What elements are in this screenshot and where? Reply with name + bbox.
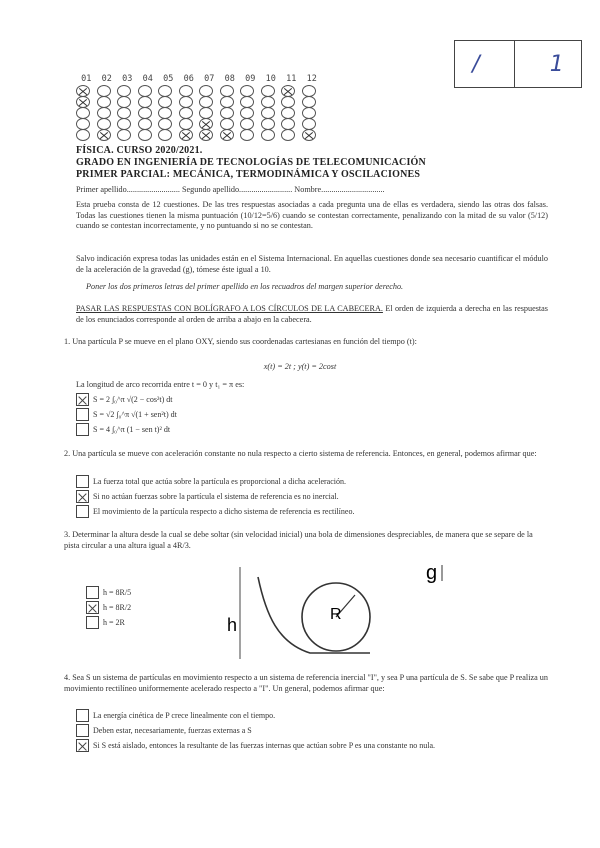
g-label: g [426, 562, 438, 584]
grid-number: 06 [183, 74, 194, 84]
q4-option-label: La energía cinética de P crece linealmente con el tiempo. [93, 711, 276, 720]
grid-number: 04 [142, 74, 153, 84]
q1-options [76, 392, 177, 437]
bubble[interactable] [281, 129, 295, 141]
score-box [454, 40, 582, 88]
q1-subtext: La longitud de arco recorrida entre t = 0 y t₁ = π es: [76, 380, 245, 389]
bubble[interactable] [76, 129, 90, 141]
q2-text: 2. Una partícula se mueve con aceleración constante no nula respecto a cierto sistema de referencia. Entonces, en general, podemos afirmar que: [64, 449, 537, 458]
bubble-marked[interactable] [302, 129, 316, 141]
checkbox-marked[interactable] [76, 393, 89, 406]
bubble[interactable] [240, 129, 254, 141]
q3-option-label: h = 8R/5 [103, 588, 132, 597]
score-left: / [472, 51, 480, 77]
checkbox-marked[interactable] [86, 601, 99, 614]
q4-option[interactable] [76, 708, 435, 723]
q1-equation: x(t) = 2t ; y(t) = 2cost [263, 362, 337, 371]
q1-option-label: S = √2 ∫₀^π √(1 + sen²t) dt [93, 410, 177, 419]
exam-line: PRIMER PARCIAL: MECÁNICA, TERMODINÁMICA Y OSCILACIONES [76, 169, 421, 180]
grid-number: 08 [224, 74, 235, 84]
checkbox[interactable] [86, 616, 99, 629]
q1-option[interactable] [76, 392, 177, 407]
q3-option[interactable] [86, 585, 131, 600]
checkbox-marked[interactable] [76, 490, 89, 503]
grid-number: 12 [306, 74, 317, 84]
h-label: h [227, 615, 238, 635]
bubble-marked[interactable] [97, 129, 111, 141]
q1-option-label: S = 2 ∫₀^π √(2 − cos²t) dt [93, 395, 173, 404]
q4-options [76, 708, 435, 753]
grid-row [76, 129, 322, 141]
bubble-marked[interactable] [179, 129, 193, 141]
degree-line: GRADO EN INGENIERÍA DE TECNOLOGÍAS DE TELECOMUNICACIÓN [76, 157, 426, 168]
checkbox[interactable] [76, 505, 89, 518]
grid-number: 07 [204, 74, 215, 84]
grid-number: 02 [101, 74, 112, 84]
q1-option-label: S = 4 ∫₀^π (1 − sen t)² dt [93, 425, 171, 434]
checkbox[interactable] [76, 475, 89, 488]
bubble[interactable] [117, 129, 131, 141]
grid-number: 03 [122, 74, 133, 84]
q4-option[interactable] [76, 723, 435, 738]
q1-option[interactable] [76, 407, 177, 422]
instructions-bold: PASAR LAS RESPUESTAS CON BOLÍGRAFO A LOS CÍRCULOS DE LA CABECERA. [76, 304, 383, 313]
q2-option[interactable] [76, 504, 354, 519]
instructions-para-4: PASAR LAS RESPUESTAS CON BOLÍGRAFO A LOS CÍRCULOS DE LA CABECERA. El orden de izquierda a derecha en las respuestas de los enunciados corresponde al orden de arriba a abajo en la cabecera. [76, 304, 548, 324]
instructions-para-1: Esta prueba consta de 12 cuestiones. De las tres respuestas asociadas a cada pregunta una de ellas es verdadera, siendo las otras dos falsas. Todas las cuestiones tienen la misma puntuación (10/12=5/6) cuando se contestan correctamente, penalizando con la mitad de su valor (5/12) cuando se contestan incorrectamente, y no puntuando si no se contestan. [76, 200, 548, 230]
grid-number: 10 [265, 74, 276, 84]
instructions-para-2: Salvo indicación expresa todas las unidades están en el Sistema Internacional. En aquellas cuestiones donde sea necesario cuantificar el módulo de la aceleración de la gravedad (g), tómese éste igual a 10. [76, 254, 548, 274]
bubble[interactable] [261, 129, 275, 141]
q4-option-label: Deben estar, necesariamente, fuerzas externas a S [93, 726, 252, 735]
grid-number: 05 [163, 74, 174, 84]
q1-option[interactable] [76, 422, 177, 437]
q3-option-label: h = 8R/2 [103, 603, 132, 612]
q3-options [86, 585, 131, 630]
q3-figure [220, 555, 460, 665]
bubble[interactable] [138, 129, 152, 141]
q2-option-label: La fuerza total que actúa sobre la partícula es proporcional a dicha aceleración. [93, 477, 346, 486]
checkbox[interactable] [76, 724, 89, 737]
bubble-marked[interactable] [220, 129, 234, 141]
q2-options [76, 474, 354, 519]
checkbox-marked[interactable] [76, 739, 89, 752]
r-label: R [330, 606, 342, 623]
q4-option-label: Si S está aislado, entonces la resultante de las fuerzas internas que actúan sobre P es una constante no nula. [93, 741, 436, 750]
q1-text: 1. Una partícula P se mueve en el plano OXY, siendo sus coordenadas cartesianas en función del tiempo (t): [64, 337, 417, 346]
q2-option-label: Si no actúan fuerzas sobre la partícula el sistema de referencia es no inercial. [93, 492, 339, 501]
checkbox[interactable] [86, 586, 99, 599]
q2-option[interactable] [76, 474, 354, 489]
name-fields: Primer apellido.......................... Segundo apellido.......................... Nombre............................... [76, 185, 385, 194]
q3-text: 3. Determinar la altura desde la cual se debe soltar (sin velocidad inicial) una bola de dimensiones despreciables, de manera que se separe de la pista circular a una altura igual a 4R/3. [64, 530, 533, 550]
q2-option[interactable] [76, 489, 354, 504]
q4-text: 4. Sea S un sistema de partículas en movimiento respecto a un sistema de referencia inercial "I", y sea P una partícula de S. Se sabe que P realiza un movimiento rectilíneo uniformemente acelerado respecto a "I". Un general, podemos afirmar que: [64, 673, 548, 693]
q3-option[interactable] [86, 600, 131, 615]
grid-number: 01 [81, 74, 92, 84]
checkbox[interactable] [76, 423, 89, 436]
checkbox[interactable] [76, 709, 89, 722]
checkbox[interactable] [76, 408, 89, 421]
instructions-para-3: Poner los dos primeros letras del primer apellido en los recuadros del margen superior derecho. [86, 282, 404, 291]
grid-number: 11 [286, 74, 297, 84]
answer-grid-numbers [76, 74, 322, 84]
q3-option-label: h = 2R [103, 618, 125, 627]
q2-option-label: El movimiento de la partícula respecto a dicho sistema de referencia es rectilíneo. [93, 507, 355, 516]
course-line: FÍSICA. CURSO 2020/2021. [76, 145, 203, 156]
score-right: 1 [549, 51, 564, 77]
bubble[interactable] [158, 129, 172, 141]
bubble-marked[interactable] [199, 129, 213, 141]
q4-option[interactable] [76, 738, 435, 753]
grid-number: 09 [245, 74, 256, 84]
q3-option[interactable] [86, 615, 131, 630]
